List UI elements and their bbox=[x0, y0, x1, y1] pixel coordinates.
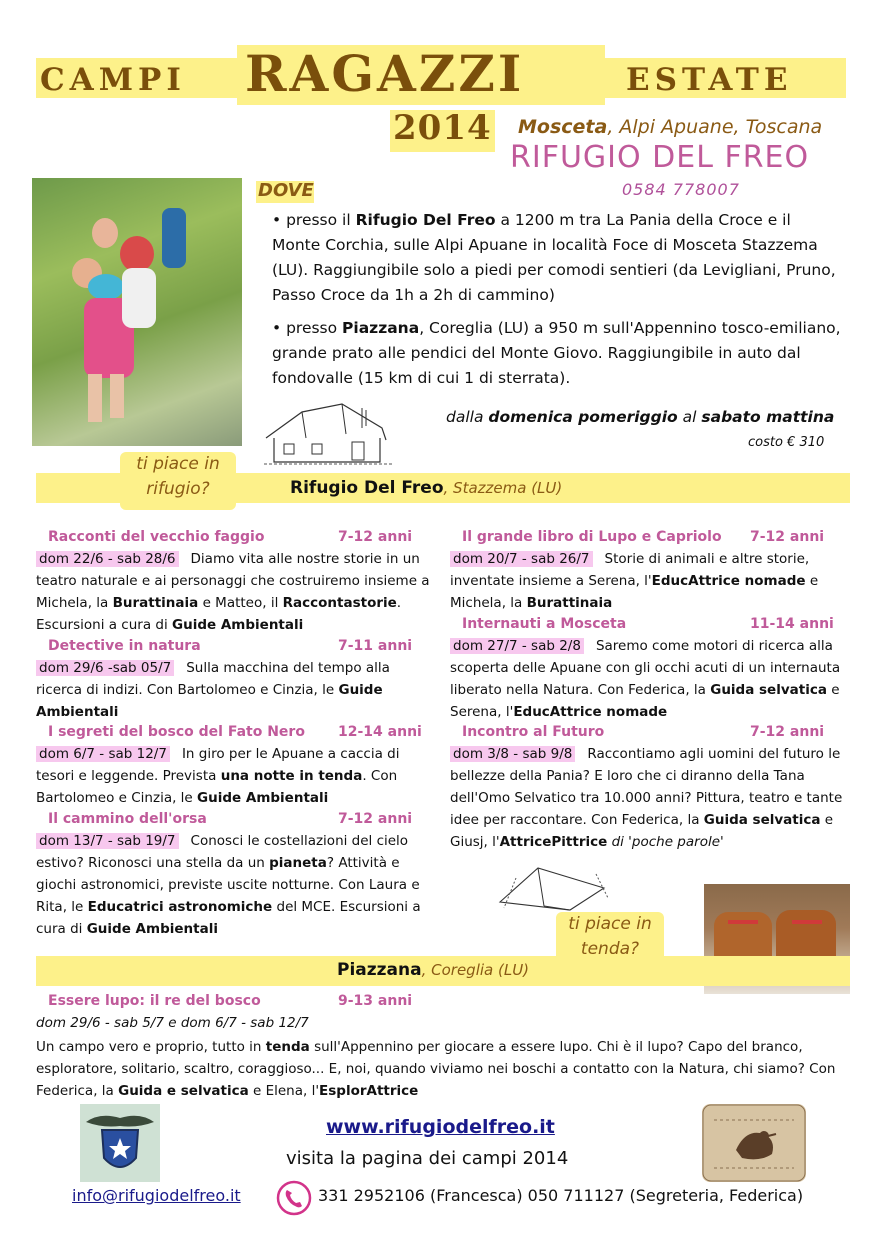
schedule: dalla domenica pomeriggio al sabato mattina bbox=[446, 408, 835, 426]
rifugio-section-title: Rifugio Del Freo, Stazzema (LU) bbox=[290, 478, 563, 498]
camp-age: 11-14 anni bbox=[750, 616, 834, 632]
kids-photo bbox=[32, 178, 242, 446]
bubble-rifugio: ti piace in rifugio? bbox=[120, 452, 236, 510]
piazzana-section-title: Piazzana, Coreglia (LU) bbox=[337, 960, 530, 980]
location bbox=[518, 116, 822, 138]
camp-description: dom 22/6 - sab 28/6 Diamo vita alle nostre storie in un teatro naturale e ai personaggi che costruiremo insieme a Michela, la Burattinaia e Matteo, il Raccontastorie. Escursioni a cura di Guide Ambientali bbox=[36, 551, 430, 633]
parco-bird-logo bbox=[702, 1104, 806, 1182]
camp-title: Incontro al Futuro bbox=[462, 724, 605, 740]
camp-age: 9-13 anni bbox=[338, 993, 413, 1009]
camp-title: Il grande libro di Lupo e Capriolo bbox=[462, 529, 722, 545]
camp-age: 7-12 anni bbox=[338, 811, 413, 827]
rifugio-name: RIFUGIO DEL FREO bbox=[510, 140, 810, 175]
email-link[interactable]: info@rifugiodelfreo.it bbox=[72, 1186, 241, 1205]
camp-description: dom 6/7 - sab 12/7 In giro per le Apuane a caccia di tesori e leggende. Prevista una notte in tenda. Con Bartolomeo e Cinzia, le Guide Ambientali bbox=[36, 746, 400, 806]
camp-age: 7-12 anni bbox=[338, 529, 413, 545]
website-link[interactable]: www.rifugiodelfreo.it bbox=[326, 1116, 555, 1138]
hut-drawing bbox=[262, 398, 394, 468]
phone-icon bbox=[276, 1180, 312, 1216]
dove-piazzana-paragraph: • presso Piazzana, Coreglia (LU) a 950 m sull'Appennino tosco-emiliano, grande prato alle pendici del Monte Giovo. Raggiungibile in auto dal fondovalle (15 km di cui 1 di sterrata). bbox=[272, 319, 841, 387]
camp-description: dom 3/8 - sab 9/8 Raccontiamo agli uomini del futuro le bellezze della Pania? E loro che ci diranno della Tana dell'Omo Selvatico tra 10.000 anni? Pittura, teatro e tante idee per raccontare. Con Federica, la Guida selvatica e Giusj, l'AttricePittrice di 'poche parole' bbox=[450, 746, 843, 850]
dove-rifugio-paragraph: • presso il Rifugio Del Freo a 1200 m tra La Pania della Croce e il Monte Corchia, sulle Alpi Apuane in località Foce di Mosceta Stazzema (LU). Raggiungibile solo a piedi per comodi sentieri (da Levigliani, Pruno, Passo Croce da 1h a 2h di cammino) bbox=[272, 211, 836, 304]
cai-eagle-logo bbox=[80, 1104, 160, 1182]
camp-description: Un campo vero e proprio, tutto in tenda sull'Appennino per giocare a essere lupo. Chi è il lupo? Capo del branco, esploratore, solitario, scaltro, coraggioso... E, noi, quando viviamo nei boschi a contatto con la Natura, chi siamo? Con Federica, la Guida e selvatica e Elena, l'EsplorAttrice bbox=[36, 1039, 836, 1099]
camp-title: Racconti del vecchio faggio bbox=[48, 529, 265, 545]
location-place: Mosceta bbox=[518, 116, 608, 138]
camp-dates: dom 29/6 - sab 5/7 e dom 6/7 - sab 12/7 bbox=[36, 1015, 309, 1031]
camp-age: 7-11 anni bbox=[338, 638, 413, 654]
camp-age: 7-12 anni bbox=[750, 529, 825, 545]
dove-heading: DOVE bbox=[258, 180, 314, 201]
camp-title: Internauti a Mosceta bbox=[462, 616, 627, 632]
title-ragazzi: RAGAZZI bbox=[245, 44, 525, 103]
rifugio-phone: 0584 778007 bbox=[622, 180, 740, 199]
title-campi: CAMPI bbox=[40, 62, 186, 98]
cost: costo € 310 bbox=[748, 435, 825, 450]
camp-description: dom 27/7 - sab 2/8 Saremo come motori di ricerca alla scoperta delle Apuane con gli occhi acuti di un internauta liberato nella Natura. Con Federica, la Guida selvatica e Serena, l'EducAttrice nomade bbox=[450, 638, 841, 720]
bubble-tenda: ti piace in tenda? bbox=[556, 912, 664, 970]
camp-description: dom 29/6 -sab 05/7 Sulla macchina del tempo alla ricerca di indizi. Con Bartolomeo e Cinzia, le Guide Ambientali bbox=[36, 660, 390, 720]
visit-text: visita la pagina dei campi 2014 bbox=[286, 1148, 569, 1169]
camp-age: 12-14 anni bbox=[338, 724, 422, 740]
camp-title: I segreti del bosco del Fato Nero bbox=[48, 724, 305, 740]
camp-description: dom 13/7 - sab 19/7 Conosci le costellazioni del cielo estivo? Riconosci una stella da un pianeta? Attività e giochi astronomici, previste uscite notturne. Con Laura e Rita, le Educatrici astronomiche del MCE. Escursioni a cura di Guide Ambientali bbox=[36, 833, 421, 937]
title-estate: ESTATE bbox=[626, 62, 793, 98]
tent-drawing bbox=[496, 858, 614, 914]
year: 2014 bbox=[393, 108, 492, 148]
location-rest: , Alpi Apuane, Toscana bbox=[607, 116, 823, 138]
camp-title: Essere lupo: il re del bosco bbox=[48, 993, 261, 1009]
camp-description: dom 20/7 - sab 26/7 Storie di animali e altre storie, inventate insieme a Serena, l'EducAttrice nomade e Michela, la Burattinaia bbox=[450, 551, 819, 611]
camp-age: 7-12 anni bbox=[750, 724, 825, 740]
camp-title: Detective in natura bbox=[48, 638, 201, 654]
camp-title: Il cammino dell'orsa bbox=[48, 811, 207, 827]
contact-phones: 331 2952106 (Francesca) 050 711127 (Segreteria, Federica) bbox=[318, 1186, 804, 1205]
